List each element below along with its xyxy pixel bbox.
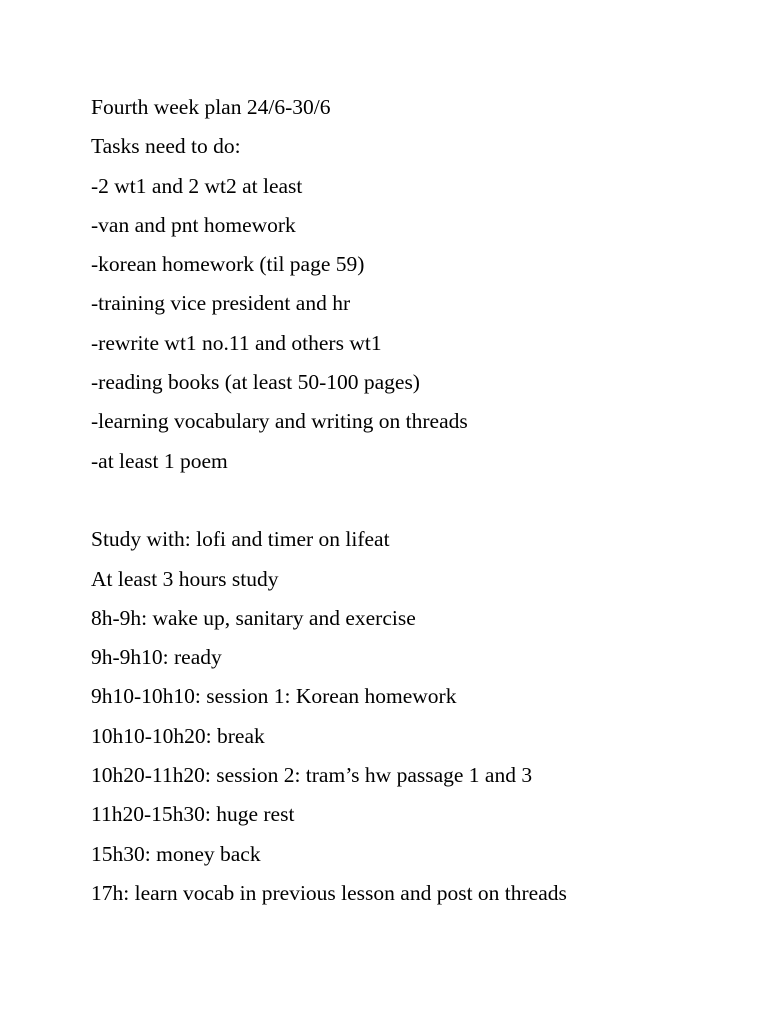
task-item: -reading books (at least 50-100 pages) [91, 370, 420, 395]
task-item: -korean homework (til page 59) [91, 252, 365, 277]
schedule-item: 9h-9h10: ready [91, 645, 222, 670]
schedule-item: 10h20-11h20: session 2: tram’s hw passage 1 and 3 [91, 763, 533, 788]
task-item: -training vice president and hr [91, 291, 351, 316]
task-item: -at least 1 poem [91, 448, 228, 473]
task-item: -van and pnt homework [91, 212, 296, 237]
blank-line [91, 481, 728, 520]
schedule-item: 17h: learn vocab in previous lesson and post on threads [91, 880, 567, 905]
schedule-item: 8h-9h: wake up, sanitary and exercise [91, 605, 416, 630]
schedule-item: 10h10-10h20: break [91, 723, 265, 748]
task-item: -rewrite wt1 no.11 and others wt1 [91, 330, 382, 355]
schedule-item: 9h10-10h10: session 1: Korean homework [91, 684, 457, 709]
schedule-item: 15h30: money back [91, 841, 261, 866]
task-item: -learning vocabulary and writing on threads [91, 409, 468, 434]
study-hours-line: At least 3 hours study [91, 566, 279, 591]
plan-title: Fourth week plan 24/6-30/6 [91, 95, 331, 119]
task-item: -2 wt1 and 2 wt2 at least [91, 173, 303, 198]
schedule-item: 11h20-15h30: huge rest [91, 802, 295, 827]
study-with-line: Study with: lofi and timer on lifeat [91, 527, 390, 552]
tasks-heading: Tasks need to do: [91, 134, 241, 159]
